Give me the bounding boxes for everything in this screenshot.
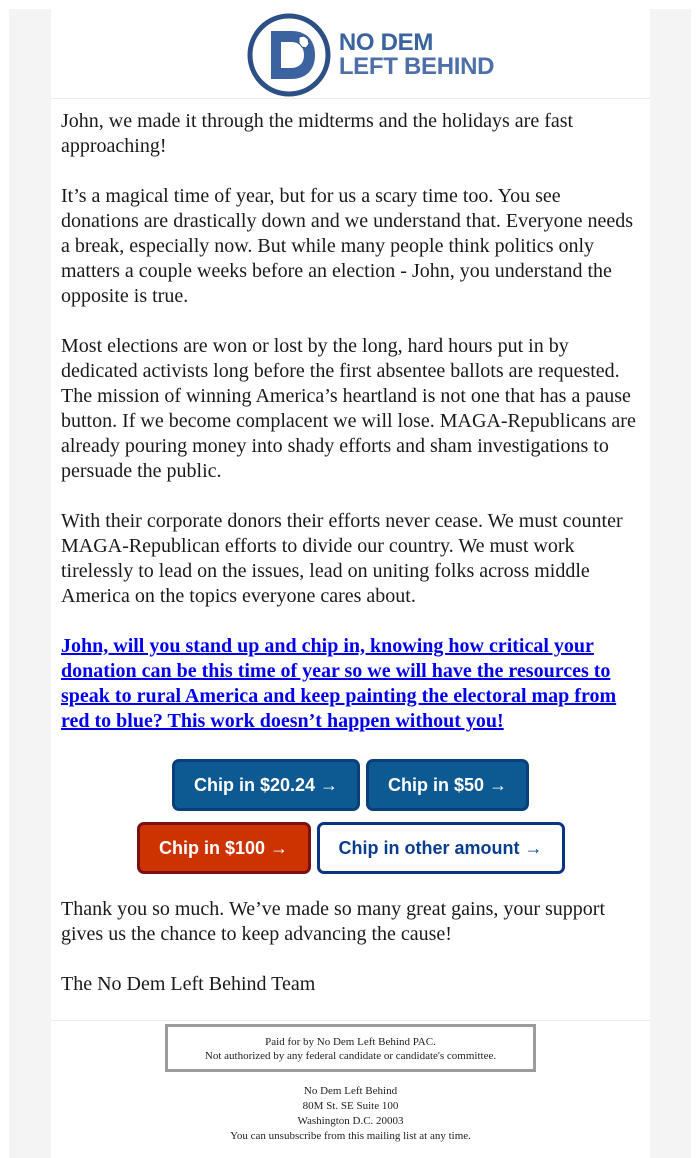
paragraph-thanks: Thank you so much. We’ve made so many great gains, your support gives us the chance to keep advancing the cause! <box>61 898 606 945</box>
chip-in-100-button[interactable]: Chip in $100 → <box>137 822 311 874</box>
email-content <box>51 99 650 997</box>
paragraph-elections: Most elections are won or lost by the long, hard hours put in by dedicated activists long before the first absentee ballots are requested. The mission of winning America’s heartland is not one that has a pause button. If we become complacent we will lose. MAGA-Republicans are already pouring money into shady efforts and sham investigations to persuade the public. <box>61 335 636 482</box>
email-header <box>51 9 650 99</box>
cta-paragraph <box>61 634 640 734</box>
chip-in-50-button[interactable]: Chip in $50 → <box>366 759 529 811</box>
brand-logo[interactable] <box>247 13 494 97</box>
mailing-address <box>51 1084 650 1144</box>
signoff: The No Dem Left Behind Team <box>61 973 316 995</box>
donate-buttons-row-2 <box>61 822 640 874</box>
brand-name-line2: LEFT BEHIND <box>338 52 495 80</box>
address-org: No Dem Left Behind <box>303 1085 398 1097</box>
paid-for-disclaimer <box>165 1024 536 1072</box>
donate-buttons-row-1 <box>61 759 640 811</box>
email-body <box>51 9 650 1158</box>
d-circle-logo-icon <box>247 13 331 97</box>
chip-in-other-button[interactable]: Chip in other amount → <box>317 822 565 874</box>
chip-in-cta-link[interactable]: John, will you stand up and chip in, knowing how critical your donation can be this time of year so we will have the resources to speak to rural America and keep painting the electoral map from red to blue? This work doesn’t happen without you! <box>61 635 617 732</box>
brand-name-line1: NO DEM <box>338 28 434 56</box>
paid-for-text: Paid for by No Dem Left Behind PAC. <box>265 1036 436 1048</box>
unsubscribe-text[interactable]: You can unsubscribe from this mailing list at any time. <box>230 1130 471 1142</box>
not-authorized-text: Not authorized by any federal candidate or candidate's committee. <box>204 1050 497 1062</box>
address-city: Washington D.C. 20003 <box>297 1115 404 1127</box>
brand-wordmark <box>338 28 495 80</box>
footer-divider <box>51 1020 650 1021</box>
paragraph-corporate-donors: With their corporate donors their efforts never cease. We must counter MAGA-Republican efforts to divide our country. We must work tirelessly to lead on the issues, lead on uniting folks across middle America on the topics everyone cares about. <box>61 510 623 607</box>
chip-in-2024-button[interactable]: Chip in $20.24 → <box>172 759 360 811</box>
paragraph-magical-time: It’s a magical time of year, but for us a scary time too. You see donations are drastically down and we understand that. Everyone needs a break, especially now. But while many people think politics only matters a couple weeks before an election - John, you understand the opposite is true. <box>61 185 634 307</box>
address-street: 80M St. SE Suite 100 <box>302 1100 399 1112</box>
paragraph-intro: John, we made it through the midterms and the holidays are fast approaching! <box>61 110 574 157</box>
